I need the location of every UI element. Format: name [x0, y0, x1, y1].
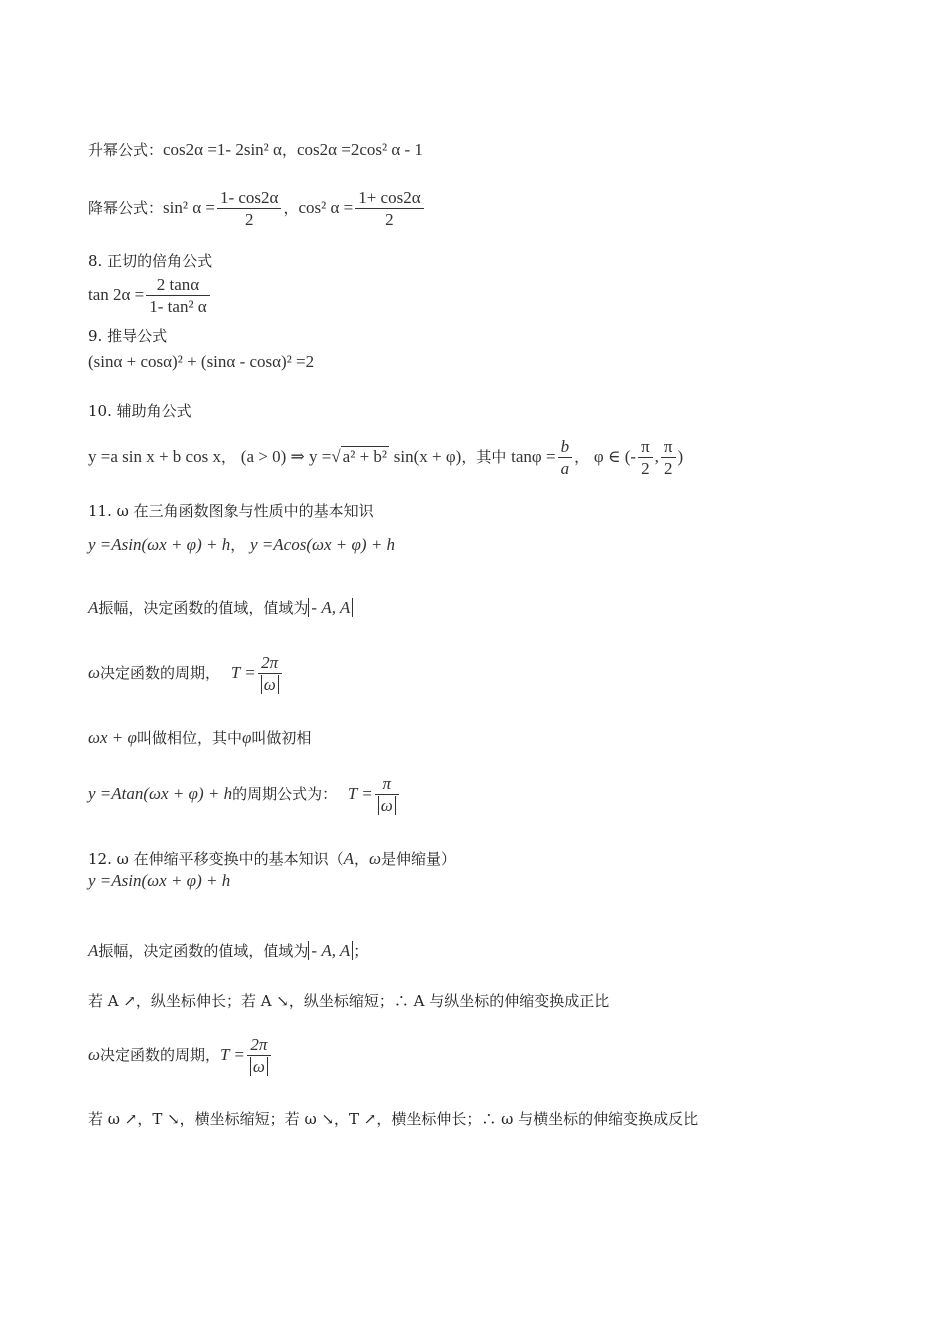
fraction-denominator: 2	[244, 210, 254, 230]
period-text: 决定函数的周期，	[100, 663, 221, 682]
general-cos-form: y =Acos(ωx + φ) + h	[250, 535, 396, 554]
tan-period-line	[88, 773, 401, 817]
amplitude-text: 振幅，决定函数的值域，值域为	[98, 599, 309, 617]
phase-text: 叫做相位，其中	[136, 729, 242, 747]
aux-condition: (a > 0) ⇒ y =	[240, 446, 332, 466]
pi-over-2-neg	[638, 436, 653, 480]
tan-lhs: tan 2α =	[88, 284, 145, 304]
general-sin-form: y =Asin(ωx + φ) + h	[88, 535, 231, 554]
sqrt-symbol: √	[331, 446, 341, 466]
tan-double-angle-formula	[88, 274, 212, 318]
section-8-heading: 8. 正切的倍角公式	[88, 252, 213, 270]
fraction-numerator: 2π	[247, 1034, 271, 1056]
fraction-denominator: 2	[385, 210, 394, 230]
fraction-denominator: ω	[261, 675, 279, 694]
amplitude-range: - A, A	[308, 598, 353, 617]
power-up-label: 升幂公式：	[88, 141, 164, 159]
tan-fraction	[146, 274, 209, 318]
derived-formula: (sinα + cosα)² + (sinα - cosα)² =2	[88, 352, 315, 371]
fraction-denominator: a	[560, 459, 570, 479]
power-down-formula-line	[88, 187, 426, 231]
fraction-denominator: 2	[641, 459, 650, 479]
heading-text-end: 是伸缩量）	[381, 850, 457, 868]
power-down-f2-lhs: cos² α =	[298, 197, 354, 217]
section-11-heading: 11. ω 在三角函数图象与性质中的基本知识	[88, 502, 374, 520]
sec12-period-line	[88, 1034, 273, 1078]
line-end: ；	[353, 942, 369, 960]
phase-symbol: ωx + φ	[88, 728, 137, 747]
fraction-denominator: ω	[250, 1057, 268, 1076]
power-down-f1-lhs: sin² α =	[163, 197, 215, 217]
heading-text: 12. ω 在伸缩平移变换中的基本知识（	[88, 850, 344, 868]
tan-general-form: y =Atan(ωx + φ) + h	[88, 783, 233, 803]
horizontal-scaling-rule: 若 ω ↗，T ↘，横坐标缩短；若 ω ↘，T ↗，横坐标伸长；∴ ω 与横坐标的伸缩变换成反比	[88, 1110, 699, 1128]
separator: ，	[230, 536, 246, 554]
auxiliary-angle-formula	[88, 436, 683, 480]
aux-f1: y =a sin x + b cos x	[88, 446, 221, 466]
period-line	[88, 652, 284, 696]
period-fraction	[258, 652, 282, 696]
period-lhs: T =	[220, 1044, 245, 1064]
tan-period-fraction	[375, 773, 399, 817]
range-comma: ,	[654, 446, 659, 466]
sin-cos-general-forms	[88, 535, 395, 555]
fraction-denominator: 2	[663, 459, 673, 479]
power-up-formula-line	[88, 140, 423, 160]
amplitude-range: - A, A	[308, 941, 353, 960]
power-down-f2-fraction	[355, 187, 423, 231]
section-12-heading	[88, 849, 456, 869]
separator: ，	[354, 850, 370, 868]
range-close: )	[677, 446, 684, 466]
fraction-numerator: π	[638, 436, 653, 458]
tan-phi-lhs: tanφ =	[511, 446, 556, 466]
section-9-heading: 9. 推导公式	[88, 327, 168, 345]
tan-period-lhs: T =	[347, 783, 373, 803]
tan-phi-fraction	[558, 436, 573, 480]
power-down-f1-fraction	[217, 187, 281, 231]
fraction-denominator: ω	[378, 796, 396, 815]
initial-phase-text: 叫做初相	[251, 729, 312, 747]
phi-range-pre: φ ∈ (-	[593, 446, 637, 466]
phi-symbol: φ	[241, 728, 252, 747]
sec12-amplitude-line	[88, 941, 368, 961]
omega-symbol: ω	[88, 1044, 101, 1064]
separator: ，	[281, 141, 297, 159]
fraction-numerator: π	[661, 436, 676, 458]
aux-f2-rest: sin(x + φ)	[393, 446, 462, 466]
fraction-numerator: 1+ cos2α	[355, 187, 423, 209]
vertical-scaling-rule: 若 A ↗，纵坐标伸长；若 A ↘，纵坐标缩短；∴ A 与纵坐标的伸缩变换成正比	[88, 992, 610, 1010]
fraction-numerator: 1- cos2α	[217, 187, 281, 209]
omega-symbol: ω	[88, 662, 101, 682]
period-fraction	[247, 1034, 271, 1078]
pi-over-2-pos	[661, 436, 676, 480]
separator: ，	[283, 198, 299, 217]
separator: ，	[220, 447, 236, 466]
amplitude-symbol: A	[88, 941, 99, 960]
sqrt-radicand: a² + b²	[342, 446, 387, 466]
amplitude-symbol: A	[88, 598, 99, 617]
omega-symbol: ω	[369, 849, 382, 868]
fraction-numerator: b	[558, 436, 573, 458]
fraction-numerator: π	[375, 773, 399, 795]
where-label: ，其中	[461, 447, 507, 466]
fraction-numerator: 2π	[258, 652, 282, 674]
period-lhs: T =	[230, 662, 256, 682]
phase-line	[88, 728, 311, 748]
separator: ，	[574, 447, 590, 466]
amplitude-text: 振幅，决定函数的值域，值域为	[98, 942, 309, 960]
amplitude-symbol: A	[343, 849, 355, 868]
power-up-formula-2: cos2α =2cos² α - 1	[296, 140, 423, 159]
section-10-heading: 10. 辅助角公式	[88, 402, 192, 420]
power-down-label: 降幂公式：	[88, 198, 164, 217]
tan-period-text: 的周期公式为：	[232, 784, 338, 803]
sec12-general-form: y =Asin(ωx + φ) + h	[88, 871, 231, 890]
power-up-formula-1: cos2α =1- 2sin² α	[163, 140, 282, 159]
amplitude-line	[88, 598, 353, 618]
period-text: 决定函数的周期，	[100, 1045, 221, 1064]
fraction-denominator: 1- tan² α	[149, 297, 207, 317]
fraction-numerator: 2 tanα	[146, 274, 209, 296]
